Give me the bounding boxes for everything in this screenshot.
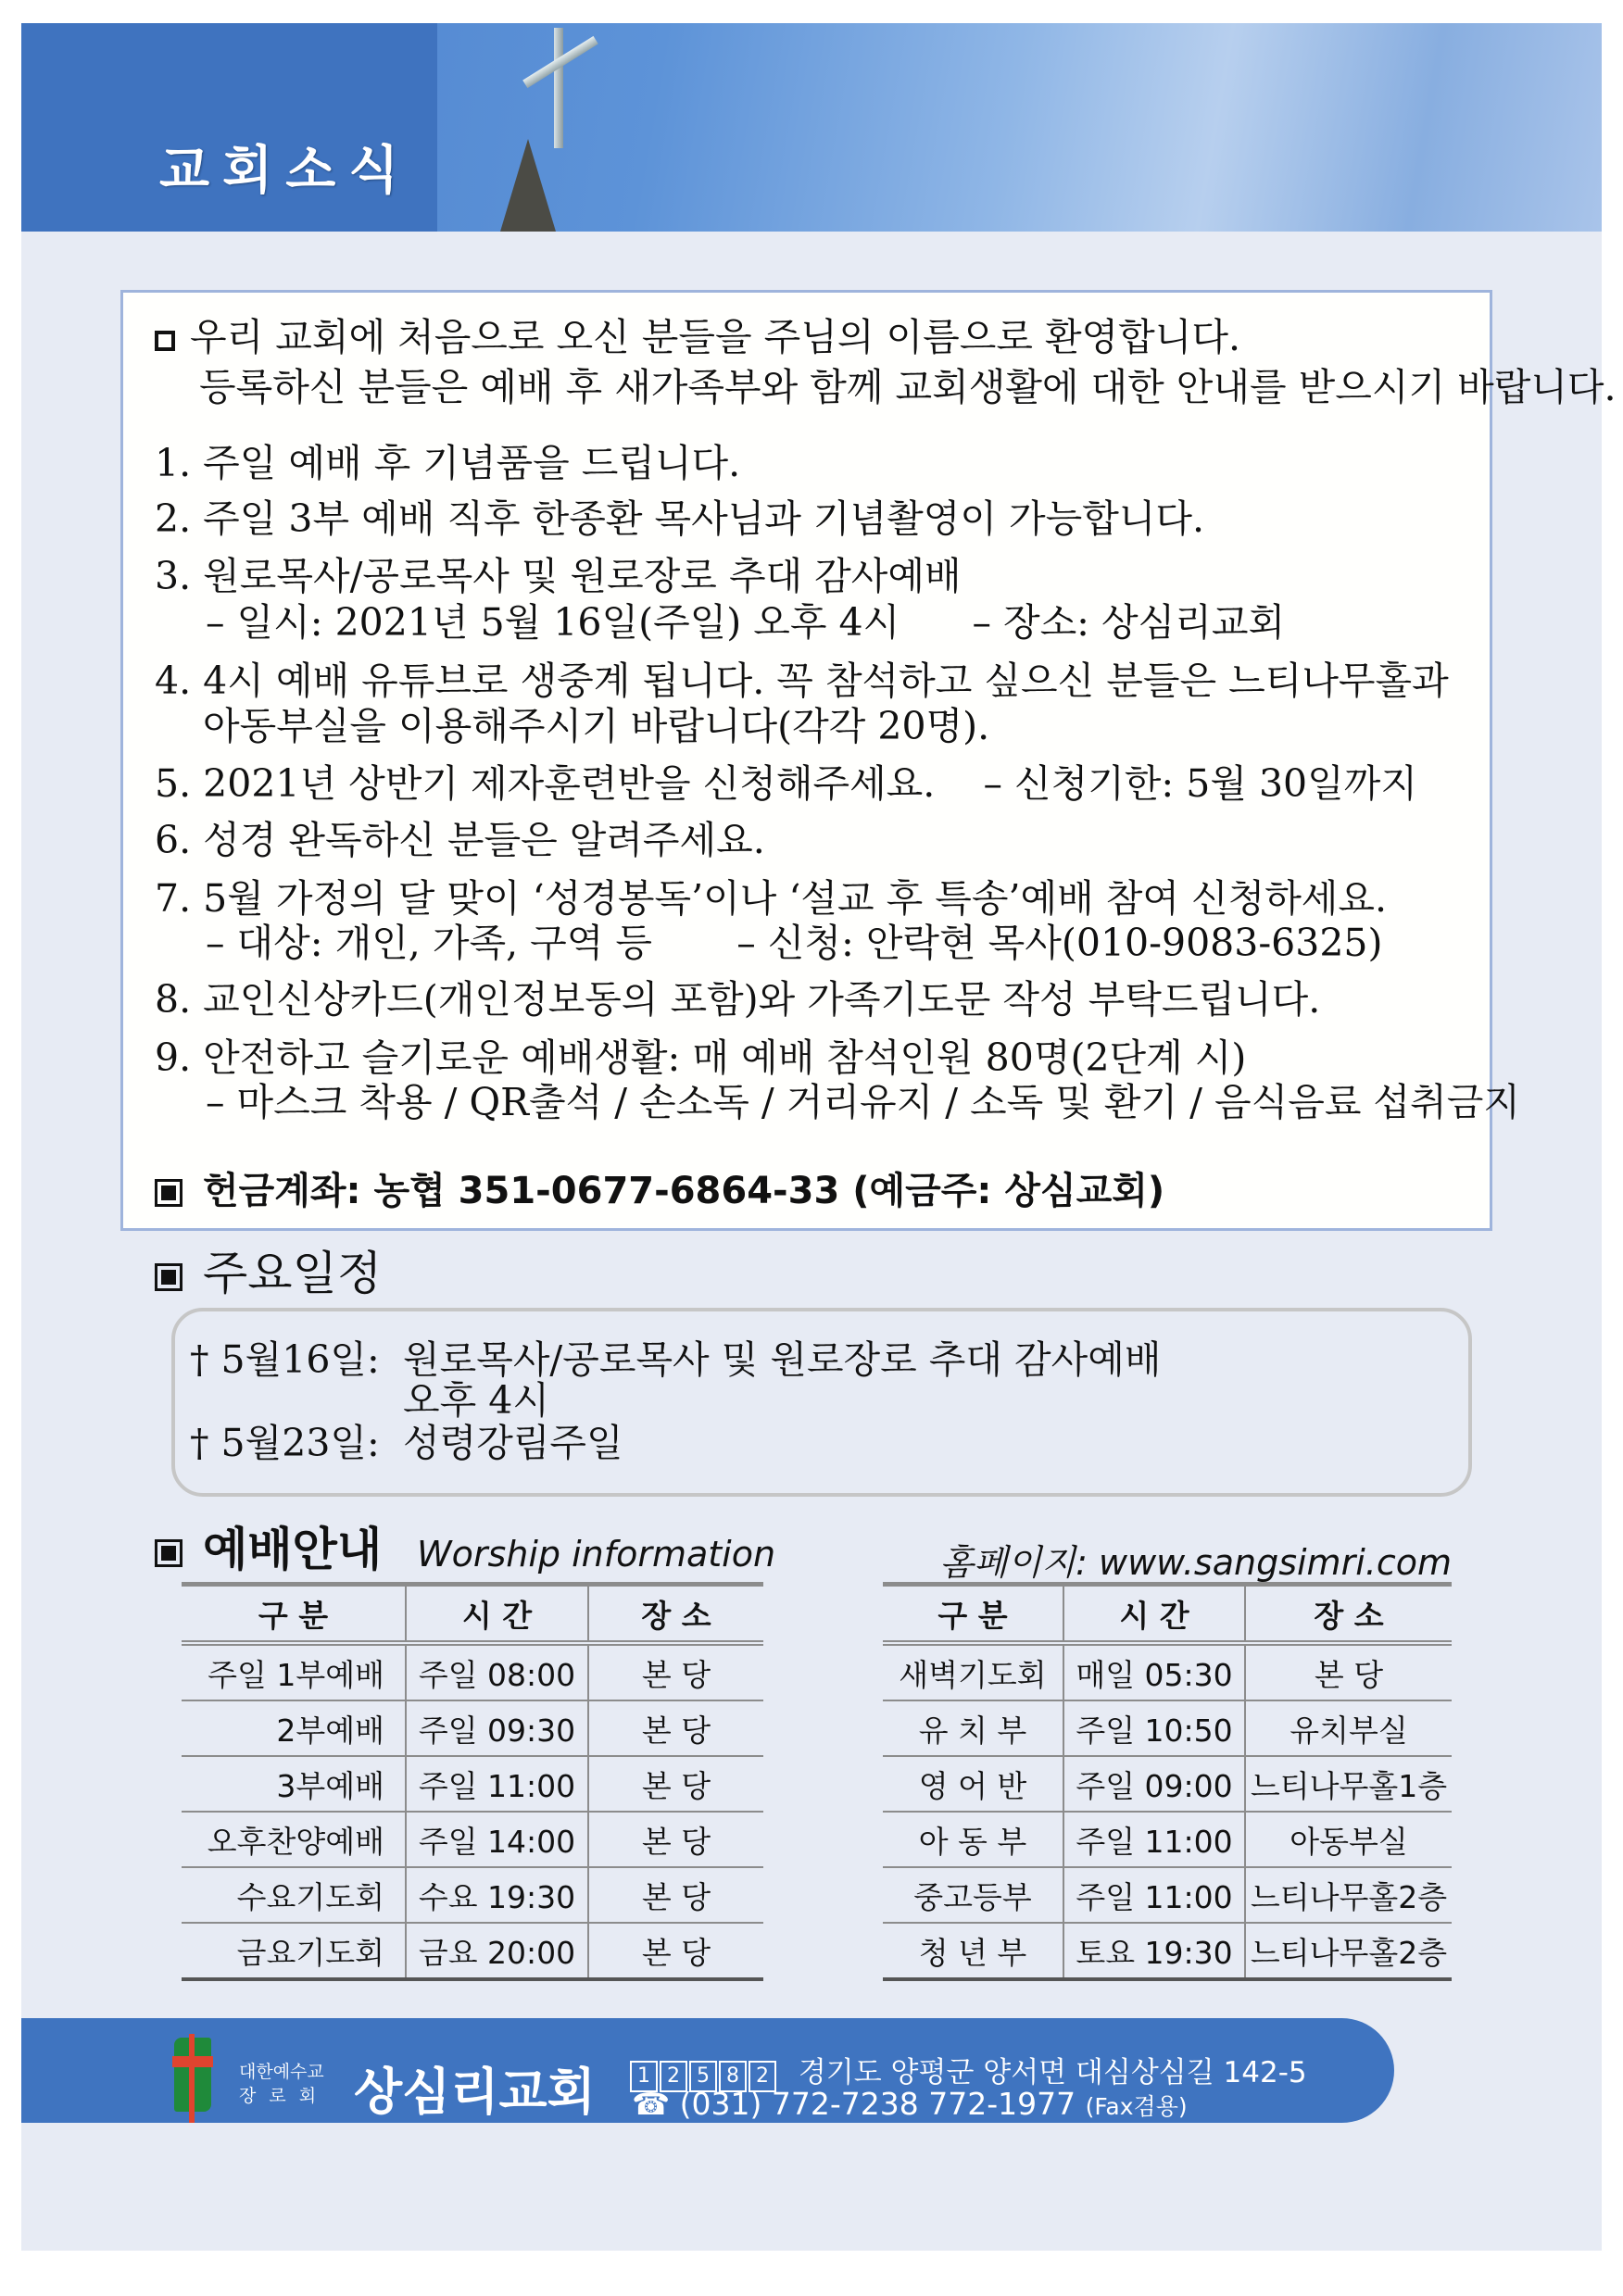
notice-item: 2. 주일 3부 예배 직후 한종환 목사님과 기념촬영이 가능합니다.	[155, 496, 1205, 541]
notice-item: 1. 주일 예배 후 기념품을 드립니다.	[155, 441, 741, 485]
col-header: 시 간	[1063, 1585, 1245, 1644]
steeple-icon	[500, 139, 556, 232]
cell: 주일 11:00	[1063, 1812, 1245, 1867]
phone-icon: ☎	[632, 2086, 671, 2122]
dagger-icon: †	[190, 1421, 209, 1465]
cell: 아동부실	[1245, 1812, 1452, 1867]
schedule-item	[190, 1421, 380, 1465]
offering-text: 헌금계좌: 농협 351-0677-6864-33 (예금주: 상심교회)	[203, 1170, 1165, 1212]
homepage-link[interactable]: 홈페이지: www.sangsimri.com	[939, 1542, 1452, 1583]
schedule-heading	[155, 1247, 383, 1300]
table-row	[182, 1700, 763, 1756]
cell: 중고등부	[883, 1867, 1063, 1923]
cell: 영 어 반	[883, 1756, 1063, 1812]
filled-square-icon	[155, 1539, 182, 1567]
schedule-text: 원로목사/공로목사 및 원로장로 추대 감사예배	[403, 1337, 1162, 1382]
offering-account	[155, 1170, 1165, 1212]
cell: 주일 08:00	[406, 1643, 588, 1700]
notice-subitem: – 마스크 착용 / QR출석 / 손소독 / 거리유지 / 소독 및 환기 / 음식음료 섭취금지	[206, 1080, 1520, 1124]
table-header-row	[883, 1585, 1452, 1644]
schedule-date: 5월16일:	[220, 1337, 380, 1382]
table-row	[883, 1812, 1452, 1867]
cell: 주일 09:00	[1063, 1756, 1245, 1812]
phone-line	[632, 2086, 1188, 2122]
denomination	[239, 2060, 324, 2108]
worship-heading	[155, 1523, 383, 1576]
notice-subitem: – 일시: 2021년 5월 16일(주일) 오후 4시 – 장소: 상심리교회	[206, 600, 1286, 645]
logo-cross-vertical	[189, 2034, 195, 2123]
table-row	[883, 1867, 1452, 1923]
notice-item: 7. 5월 가정의 달 맞이 ‘성경봉독’이나 ‘설교 후 특송’예배 참여 신청하세요.	[155, 876, 1388, 921]
cell: 본 당	[588, 1923, 763, 1979]
cell: 2부예배	[182, 1700, 406, 1756]
table-row	[883, 1756, 1452, 1812]
postal-digit: 5	[689, 2061, 717, 2092]
cell: 주일 09:30	[406, 1700, 588, 1756]
postal-digit: 2	[660, 2061, 687, 2092]
col-header: 장 소	[588, 1585, 763, 1644]
filled-square-icon	[155, 1179, 182, 1207]
cell: 금요 20:00	[406, 1923, 588, 1979]
cell: 오후찬양예배	[182, 1812, 406, 1867]
table-row	[883, 1923, 1452, 1979]
cell: 유 치 부	[883, 1700, 1063, 1756]
table-header-row	[182, 1585, 763, 1644]
cell: 느티나무홀2층	[1245, 1867, 1452, 1923]
col-header: 구 분	[883, 1585, 1063, 1644]
table-row	[883, 1643, 1452, 1700]
denomination-line: 장 로 회	[239, 2086, 321, 2106]
church-name: 상심리교회	[354, 2063, 596, 2121]
intro-line-1	[155, 315, 1241, 359]
phone-number: (031) 772-7238 772-1977	[679, 2086, 1076, 2122]
cell: 본 당	[588, 1867, 763, 1923]
dagger-icon: †	[190, 1337, 209, 1382]
notice-item: 8. 교인신상카드(개인정보동의 포함)와 가족기도문 작성 부탁드립니다.	[155, 977, 1321, 1022]
schedule-text: 성령강림주일	[403, 1421, 623, 1465]
table-row	[182, 1812, 763, 1867]
cell: 3부예배	[182, 1756, 406, 1812]
schedule-text: 오후 4시	[403, 1378, 549, 1423]
cell: 청 년 부	[883, 1923, 1063, 1979]
checkbox-square-icon	[155, 331, 175, 351]
steeple-cross-icon	[554, 28, 563, 148]
table-row	[883, 1700, 1452, 1756]
cell: 새벽기도회	[883, 1643, 1063, 1700]
col-header: 장 소	[1245, 1585, 1452, 1644]
cell: 주일 10:50	[1063, 1700, 1245, 1756]
cell: 수요기도회	[182, 1867, 406, 1923]
cell: 유치부실	[1245, 1700, 1452, 1756]
cell: 느티나무홀2층	[1245, 1923, 1452, 1979]
notice-item: 6. 성경 완독하신 분들은 알려주세요.	[155, 818, 765, 862]
cell: 본 당	[588, 1756, 763, 1812]
cell: 아 동 부	[883, 1812, 1063, 1867]
schedule-title: 주요일정	[203, 1247, 383, 1300]
notice-subitem: – 대상: 개인, 가족, 구역 등 – 신청: 안락현 목사(010-9083-6325)	[206, 921, 1383, 965]
notice-item: 3. 원로목사/공로목사 및 원로장로 추대 감사예배	[155, 554, 962, 598]
table-row	[182, 1867, 763, 1923]
col-header: 구 분	[182, 1585, 406, 1644]
schedule-date: 5월23일:	[220, 1421, 380, 1465]
cell: 주일 14:00	[406, 1812, 588, 1867]
notice-item: 9. 안전하고 슬기로운 예배생활: 매 예배 참석인원 80명(2단계 시)	[155, 1035, 1247, 1080]
table-row	[182, 1756, 763, 1812]
cell: 본 당	[588, 1643, 763, 1700]
worship-subtitle: Worship information	[417, 1534, 776, 1575]
notice-subitem: 아동부실을 이용해주시기 바랍니다(각각 20명).	[203, 704, 990, 748]
postal-digit: 2	[749, 2061, 776, 2092]
denomination-line: 대한예수교	[239, 2062, 324, 2082]
schedule-box	[171, 1308, 1472, 1497]
col-header: 시 간	[406, 1585, 588, 1644]
postal-digit: 8	[719, 2061, 747, 2092]
cell: 주일 1부예배	[182, 1643, 406, 1700]
fax-note: (Fax겸용)	[1085, 2093, 1188, 2120]
cell: 본 당	[588, 1700, 763, 1756]
worship-table-left	[182, 1582, 763, 1981]
cell: 주일 11:00	[1063, 1867, 1245, 1923]
filled-square-icon	[155, 1263, 182, 1291]
table-row	[182, 1643, 763, 1700]
cell: 수요 19:30	[406, 1867, 588, 1923]
cell: 금요기도회	[182, 1923, 406, 1979]
logo-cross-horizontal	[172, 2056, 213, 2067]
cell: 본 당	[588, 1812, 763, 1867]
postal-digit: 1	[630, 2061, 658, 2092]
cell: 본 당	[1245, 1643, 1452, 1700]
table-row	[182, 1923, 763, 1979]
schedule-item	[190, 1337, 380, 1382]
page-title: 교회소식	[159, 141, 412, 201]
notice-item: 4. 4시 예배 유튜브로 생중계 됩니다. 꼭 참석하고 싶으신 분들은 느티나무홀과	[155, 659, 1449, 703]
cell: 토요 19:30	[1063, 1923, 1245, 1979]
address: 경기도 양평군 양서면 대심상심길 142-5	[798, 2056, 1307, 2089]
cell: 느티나무홀1층	[1245, 1756, 1452, 1812]
cell: 주일 11:00	[406, 1756, 588, 1812]
intro-text: 우리 교회에 처음으로 오신 분들을 주님의 이름으로 환영합니다.	[190, 315, 1241, 359]
notice-item: 5. 2021년 상반기 제자훈련반을 신청해주세요. – 신청기한: 5월 30일까지	[155, 761, 1417, 806]
intro-line-2: 등록하신 분들은 예배 후 새가족부와 함께 교회생활에 대한 안내를 받으시기 바랍니다.	[199, 365, 1617, 409]
cell: 매일 05:30	[1063, 1643, 1245, 1700]
worship-table-right	[883, 1582, 1452, 1981]
worship-title: 예배안내	[203, 1523, 383, 1576]
